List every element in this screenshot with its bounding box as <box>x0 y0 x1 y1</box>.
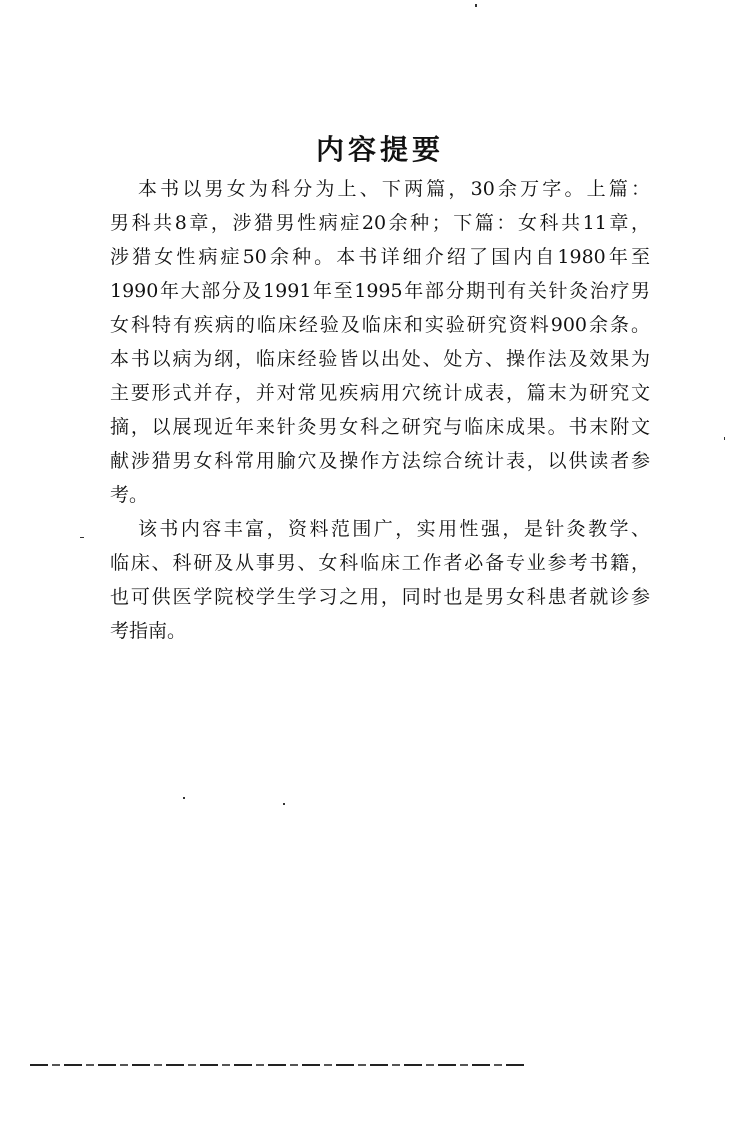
text-line: 临床、科研及从事男、女科临床工作者必备专业参考书籍， <box>110 552 650 574</box>
text-line: 本书以病为纲，临床经验皆以出处、处方、操作法及效果为 <box>110 348 650 370</box>
text-line: 女科特有疾病的临床经验及临床和实验研究资料900余条。 <box>110 314 650 336</box>
text-line: 献涉猎男女科常用腧穴及操作方法综合统计表，以供读者参 <box>110 450 650 472</box>
text-line: 男科共8章，涉猎男性病症20余种；下篇：女科共11章， <box>110 212 650 234</box>
scan-speck <box>80 537 84 538</box>
summary-text <box>110 172 650 648</box>
scan-speck <box>724 437 725 440</box>
page-title: 内容提要 <box>315 133 444 166</box>
text-line: 主要形式并存，并对常见疾病用穴统计成表，篇末为研究文 <box>110 382 650 404</box>
text-line: 本书以男女为科分为上、下两篇，30余万字。上篇： <box>138 178 650 200</box>
paragraph-2 <box>110 512 650 648</box>
text-line: 1990年大部分及1991年至1995年部分期刊有关针灸治疗男 <box>110 280 650 302</box>
scan-artifact-line <box>30 1064 525 1066</box>
text-line: 该书内容丰富，资料范围广，实用性强，是针灸教学、 <box>138 518 650 540</box>
text-line: 摘，以展现近年来针灸男女科之研究与临床成果。书末附文 <box>110 416 650 438</box>
scan-speck <box>183 797 185 799</box>
text-line: 考。 <box>110 484 149 506</box>
text-line: 涉猎女性病症50余种。本书详细介绍了国内自1980年至 <box>110 246 650 268</box>
text-line: 考指南。 <box>110 620 187 642</box>
scan-speck <box>283 803 285 805</box>
paragraph-1 <box>110 172 650 512</box>
text-line: 也可供医学院校学生学习之用，同时也是男女科患者就诊参 <box>110 586 650 608</box>
scan-speck <box>475 4 477 7</box>
